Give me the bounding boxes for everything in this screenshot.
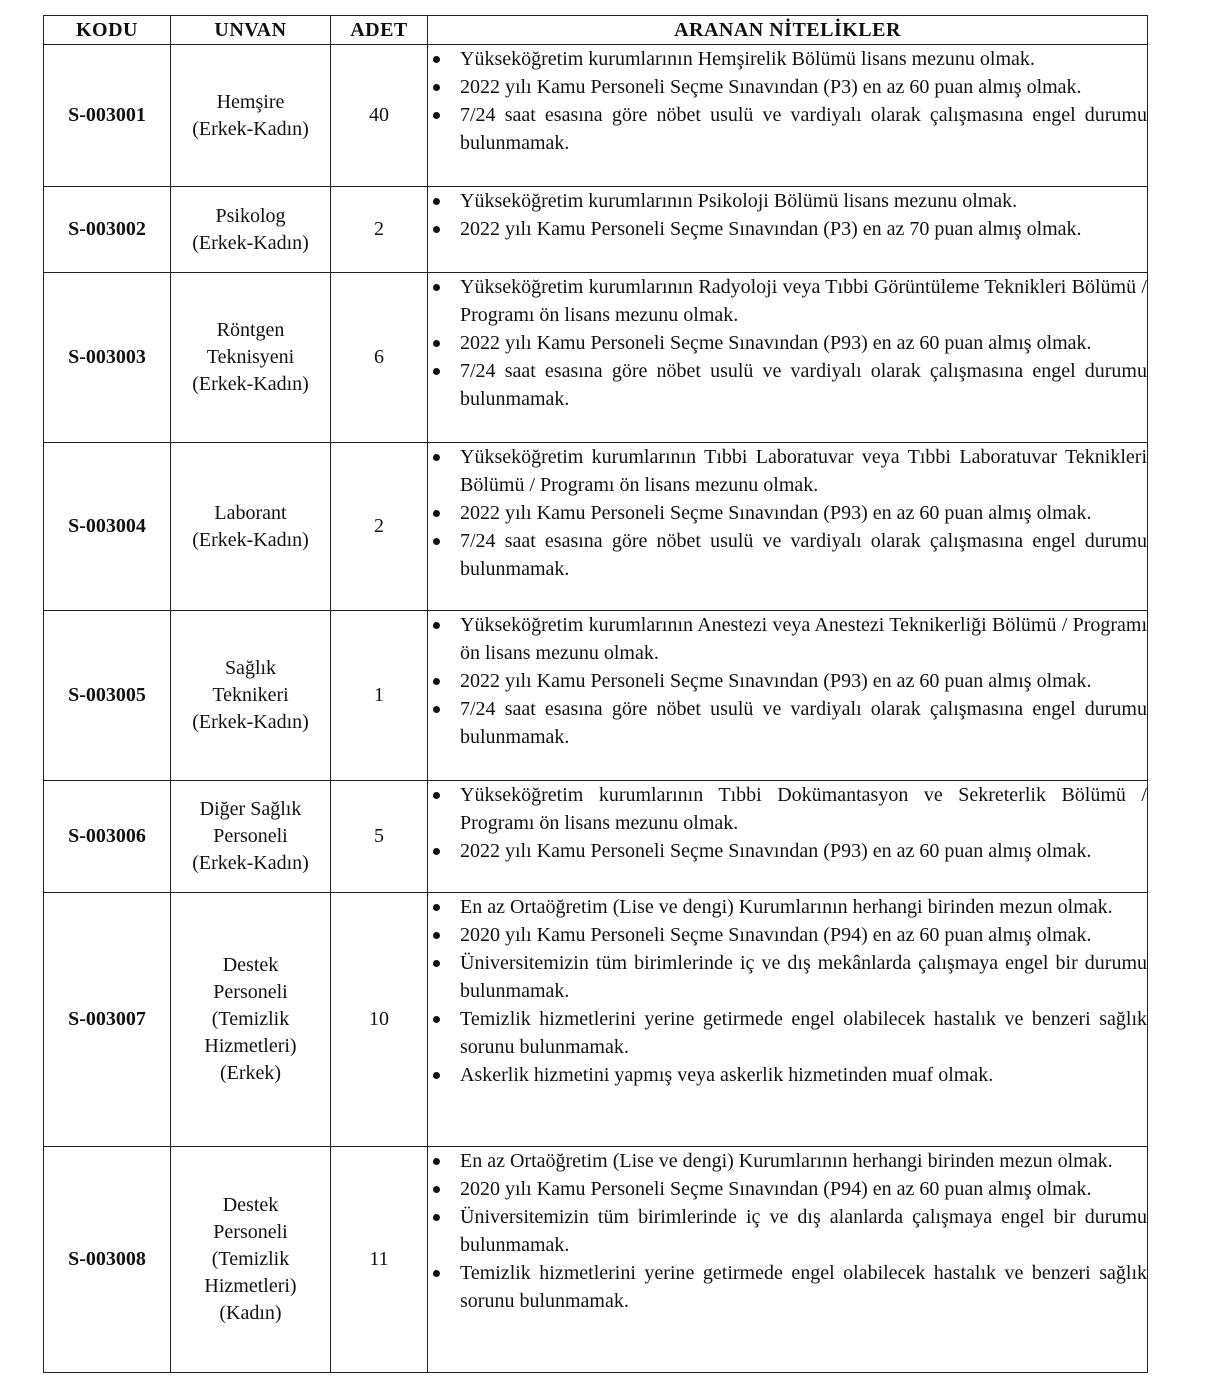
requirement-item [428,329,1147,357]
position-title-line: (Kadın) [219,1302,282,1324]
requirements-cell [428,1147,1148,1373]
table-row [44,187,1148,273]
bullet-icon [433,932,440,939]
position-title-line: Teknikeri [212,684,289,706]
position-title [171,1147,331,1373]
requirement-text: 2022 yılı Kamu Personeli Seçme Sınavından (P93) en az 60 puan almış olmak. [460,670,1092,692]
position-title-line: (Erkek-Kadın) [192,852,309,874]
requirement-item [428,695,1147,751]
requirement-item [428,73,1147,101]
requirements-list [428,273,1147,413]
position-title-line: Personeli [213,825,288,847]
position-count: 1 [331,611,428,781]
bullet-icon [433,792,440,799]
requirement-text: 7/24 saat esasına göre nöbet usulü ve vardiyalı olarak çalışmasına engel durumu bulunmamak. [460,698,1147,748]
requirements-cell [428,273,1148,443]
requirements-cell [428,893,1148,1147]
requirement-text: Üniversitemizin tüm birimlerinde iç ve dış mekânlarda çalışmaya engel bir durumu bulunmamak. [460,952,1147,1002]
requirement-text: Yükseköğretim kurumlarının Anestezi veya Anestezi Teknikerliği Bölümü / Programı ön lisans mezunu olmak. [460,614,1147,664]
requirement-item [428,187,1147,215]
requirements-list [428,1147,1147,1315]
requirement-item [428,837,1147,865]
requirement-text: Yükseköğretim kurumlarının Tıbbi Laboratuvar veya Tıbbi Laboratuvar Teknikleri Bölümü / Programı ön lisans mezunu olmak. [460,446,1147,496]
position-title [171,273,331,443]
requirement-text: Askerlik hizmetini yapmış veya askerlik hizmetinden muaf olmak. [460,1064,994,1086]
position-code: S-003005 [44,611,171,781]
requirement-item [428,357,1147,413]
requirement-item [428,921,1147,949]
bullet-icon [433,1214,440,1221]
position-title [171,611,331,781]
position-title-line: (Erkek-Kadın) [192,231,309,254]
position-count: 11 [331,1147,428,1373]
requirement-item [428,781,1147,837]
requirements-list [428,611,1147,751]
requirement-item [428,499,1147,527]
requirement-item [428,667,1147,695]
requirement-text: En az Ortaöğretim (Lise ve dengi) Kurumlarının herhangi birinden mezun olmak. [460,1150,1113,1172]
position-code: S-003002 [44,187,171,273]
position-count: 6 [331,273,428,443]
position-title-line: (Erkek-Kadın) [192,528,309,551]
requirement-text: 2022 yılı Kamu Personeli Seçme Sınavından (P93) en az 60 puan almış olmak. [460,502,1092,524]
position-count: 40 [331,45,428,187]
requirement-item [428,443,1147,499]
position-title-line: Diğer Sağlık [199,798,302,820]
position-title-line: Röntgen [216,319,285,341]
requirement-item [428,611,1147,667]
position-title-line: Destek [222,1194,279,1216]
requirement-text: 7/24 saat esasına göre nöbet usulü ve vardiyalı olarak çalışmasına engel durumu bulunmamak. [460,530,1147,580]
position-title-line: Personeli [213,981,288,1003]
bullet-icon [433,904,440,911]
requirements-list [428,187,1147,243]
requirement-text: En az Ortaöğretim (Lise ve dengi) Kurumlarının herhangi birinden mezun olmak. [460,896,1113,918]
position-title-line: Hizmetleri) [204,1275,297,1297]
requirements-cell [428,187,1148,273]
bullet-icon [433,1072,440,1079]
requirements-list [428,781,1147,865]
table-row [44,893,1148,1147]
requirement-item [428,1061,1147,1089]
position-count: 2 [331,187,428,273]
requirement-text: 2022 yılı Kamu Personeli Seçme Sınavından (P93) en az 60 puan almış olmak. [460,332,1092,354]
requirement-item [428,215,1147,243]
position-code: S-003003 [44,273,171,443]
bullet-icon [433,454,440,461]
bullet-icon [433,960,440,967]
bullet-icon [433,538,440,545]
position-count: 10 [331,893,428,1147]
requirement-text: 7/24 saat esasına göre nöbet usulü ve vardiyalı olarak çalışmasına engel durumu bulunmamak. [460,360,1147,410]
requirement-item [428,527,1147,583]
table-row [44,611,1148,781]
bullet-icon [433,284,440,291]
position-title-line: (Erkek) [219,1062,282,1084]
position-code: S-003006 [44,781,171,893]
bullet-icon [433,1270,440,1277]
bullet-icon [433,1158,440,1165]
requirement-item [428,273,1147,329]
positions-table [43,15,1148,1373]
position-title-line: Hemşire [216,90,285,113]
position-title [171,893,331,1147]
header-row [44,16,1148,45]
requirement-item [428,1203,1147,1259]
bullet-icon [433,1016,440,1023]
requirement-item [428,45,1147,73]
position-code: S-003007 [44,893,171,1147]
requirement-text: Yükseköğretim kurumlarının Radyoloji veya Tıbbi Görüntüleme Teknikleri Bölümü / Programı ön lisans mezunu olmak. [460,276,1147,326]
position-title-line: (Temizlik [211,1248,290,1270]
position-title-line: Laborant [214,501,287,524]
table-body [44,45,1148,1373]
bullet-icon [433,198,440,205]
requirements-cell [428,781,1148,893]
position-code: S-003001 [44,45,171,187]
table-row [44,781,1148,893]
bullet-icon [433,1186,440,1193]
requirement-text: Üniversitemizin tüm birimlerinde iç ve dış alanlarda çalışmaya engel bir durumu bulunmamak. [460,1206,1147,1256]
requirements-list [428,443,1147,583]
table-row [44,443,1148,611]
header-adet: ADET [331,16,428,45]
requirement-text: Yükseköğretim kurumlarının Psikoloji Bölümü lisans mezunu olmak. [460,190,1018,212]
requirement-text: 2022 yılı Kamu Personeli Seçme Sınavından (P3) en az 70 puan almış olmak. [460,218,1082,240]
requirements-cell [428,443,1148,611]
bullet-icon [433,112,440,119]
requirement-item [428,1147,1147,1175]
bullet-icon [433,622,440,629]
table-row [44,1147,1148,1373]
header-unvan: UNVAN [171,16,331,45]
position-title [171,781,331,893]
position-title [171,443,331,611]
position-count: 5 [331,781,428,893]
bullet-icon [433,510,440,517]
position-code: S-003004 [44,443,171,611]
position-title-line: Hizmetleri) [204,1035,297,1057]
position-title-line: Sağlık [224,657,277,679]
position-title-line: (Erkek-Kadın) [192,711,309,733]
requirement-text: 7/24 saat esasına göre nöbet usulü ve vardiyalı olarak çalışmasına engel durumu bulunmamak. [460,104,1147,154]
table-row [44,273,1148,443]
position-title-line: Psikolog [215,204,286,227]
bullet-icon [433,368,440,375]
requirement-item [428,949,1147,1005]
position-title-line: (Erkek-Kadın) [192,117,309,140]
requirements-cell [428,611,1148,781]
requirement-text: Temizlik hizmetlerini yerine getirmede engel olabilecek hastalık ve benzeri sağlık sorunu bulunmamak. [460,1008,1147,1058]
position-title [171,45,331,187]
position-title-line: (Erkek-Kadın) [192,373,309,395]
requirement-text: 2020 yılı Kamu Personeli Seçme Sınavından (P94) en az 60 puan almış olmak. [460,924,1092,946]
table-row [44,45,1148,187]
bullet-icon [433,56,440,63]
requirement-item [428,101,1147,157]
requirements-list [428,45,1147,157]
bullet-icon [433,706,440,713]
position-title [171,187,331,273]
position-count: 2 [331,443,428,611]
position-title-line: Personeli [213,1221,288,1243]
header-kod: KODU [44,16,171,45]
position-code: S-003008 [44,1147,171,1373]
requirement-item [428,1259,1147,1315]
position-title-line: Destek [222,954,279,976]
requirement-item [428,893,1147,921]
requirement-text: 2022 yılı Kamu Personeli Seçme Sınavından (P3) en az 60 puan almış olmak. [460,76,1082,98]
bullet-icon [433,678,440,685]
requirement-text: Temizlik hizmetlerini yerine getirmede engel olabilecek hastalık ve benzeri sağlık sorunu bulunmamak. [460,1262,1147,1312]
requirement-text: 2020 yılı Kamu Personeli Seçme Sınavından (P94) en az 60 puan almış olmak. [460,1178,1092,1200]
header-nitelikler: ARANAN NİTELİKLER [428,16,1148,45]
requirement-text: Yükseköğretim kurumlarının Tıbbi Dokümantasyon ve Sekreterlik Bölümü / Programı ön lisans mezunu olmak. [460,784,1147,834]
position-title-line: Teknisyeni [206,346,295,368]
bullet-icon [433,340,440,347]
requirements-list [428,893,1147,1089]
requirement-item [428,1005,1147,1061]
bullet-icon [433,226,440,233]
bullet-icon [433,84,440,91]
requirements-cell [428,45,1148,187]
requirement-text: 2022 yılı Kamu Personeli Seçme Sınavından (P93) en az 60 puan almış olmak. [460,840,1092,862]
bullet-icon [433,848,440,855]
requirement-item [428,1175,1147,1203]
position-title-line: (Temizlik [211,1008,290,1030]
requirement-text: Yükseköğretim kurumlarının Hemşirelik Bölümü lisans mezunu olmak. [460,48,1035,70]
